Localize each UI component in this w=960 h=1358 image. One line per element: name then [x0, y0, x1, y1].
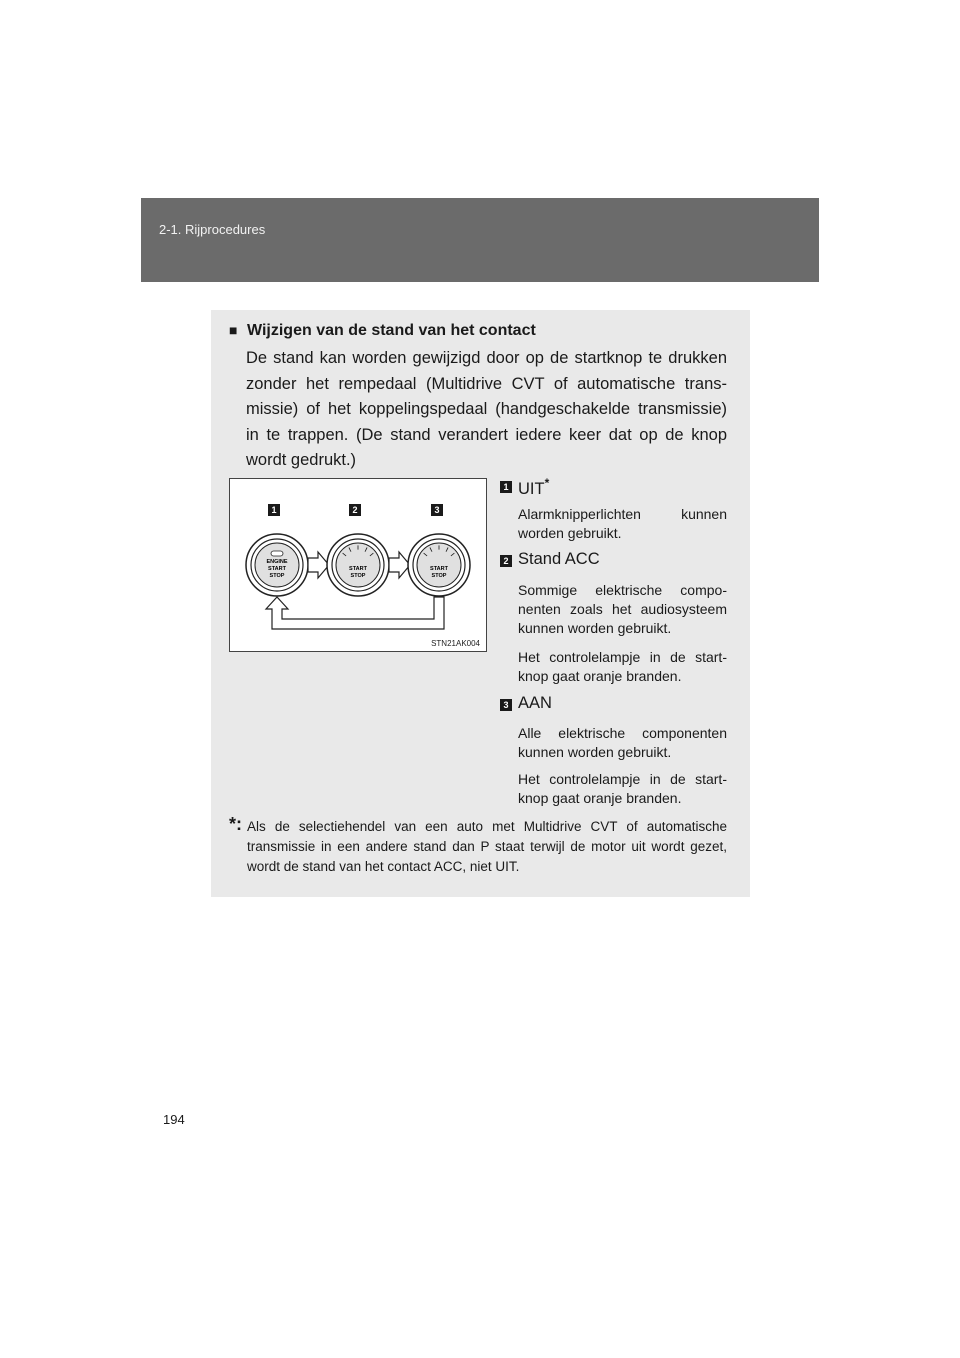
section-label: 2-1. Rijprocedures	[159, 222, 266, 237]
item-1-badge: 1	[500, 481, 512, 493]
svg-text:START: START	[268, 566, 286, 572]
item-3-badge: 3	[500, 699, 512, 711]
svg-text:2: 2	[352, 505, 358, 515]
start-button-illustration	[229, 478, 487, 652]
svg-text:START: START	[349, 566, 367, 572]
start-button-off	[246, 534, 308, 596]
page-number: 194	[163, 1112, 185, 1127]
svg-text:STOP: STOP	[431, 573, 447, 579]
callout-3	[431, 504, 443, 516]
callout-1	[268, 504, 280, 516]
footnote-mark: *:	[229, 814, 242, 834]
item-3-title: AAN	[518, 694, 552, 712]
svg-text:STOP: STOP	[269, 573, 285, 579]
start-button-on	[408, 534, 470, 596]
svg-text:START: START	[430, 566, 448, 572]
start-button-diagram	[230, 479, 486, 651]
section-header-band	[141, 198, 819, 282]
footnote	[229, 814, 727, 877]
svg-text:1: 1	[271, 505, 277, 515]
item-3-text-1: Alle elektrische componenten kunnen worden gebruikt.	[518, 725, 727, 760]
panel-heading-text: Wijzigen van de stand van het contact	[247, 322, 536, 339]
panel-heading	[229, 322, 536, 340]
footnote-text: Als de selectiehendel van een auto met Multidrive CVT of automatische transmissie in een andere stand dan P staat terwijl de motor uit wordt gezet, wordt de stand van het contact ACC, niet UIT.	[247, 819, 727, 874]
start-button-acc	[327, 534, 389, 596]
item-2-text-2: Het controlelampje in de start-knop gaat oranje branden.	[518, 649, 727, 684]
svg-text:STOP: STOP	[350, 573, 366, 579]
asterisk-mark: *	[544, 476, 550, 490]
callout-2	[349, 504, 361, 516]
arrow-right-icon	[308, 552, 329, 578]
item-2-badge: 2	[500, 555, 512, 567]
item-3-text-2: Het controlelampje in de start-knop gaat oranje branden.	[518, 771, 727, 806]
arrow-right-icon	[389, 552, 410, 578]
item-2-title: Stand ACC	[518, 550, 600, 568]
svg-text:3: 3	[434, 505, 440, 515]
item-2-text-1: Sommige elektrische compo-nenten zoals het audiosysteem kunnen worden gebruikt.	[518, 582, 727, 636]
svg-text:ENGINE: ENGINE	[266, 559, 288, 565]
intro-paragraph: De stand kan worden gewijzigd door op de startknop te drukken zonder het rempedaal (Multidrive CVT of automatische trans-missie) of het koppelingspedaal (handgeschakelde transmissie) in te trappen. (De stand verandert iedere keer dat op de knop wordt gedrukt.)	[246, 349, 727, 469]
item-1-text: Alarmknipperlichten kunnen worden gebruikt.	[518, 506, 727, 541]
figure-code: STN21AK004	[431, 639, 480, 648]
item-1-title: UIT*	[518, 476, 550, 498]
return-arrow-icon	[266, 597, 444, 629]
square-bullet-icon: ■	[229, 322, 238, 338]
